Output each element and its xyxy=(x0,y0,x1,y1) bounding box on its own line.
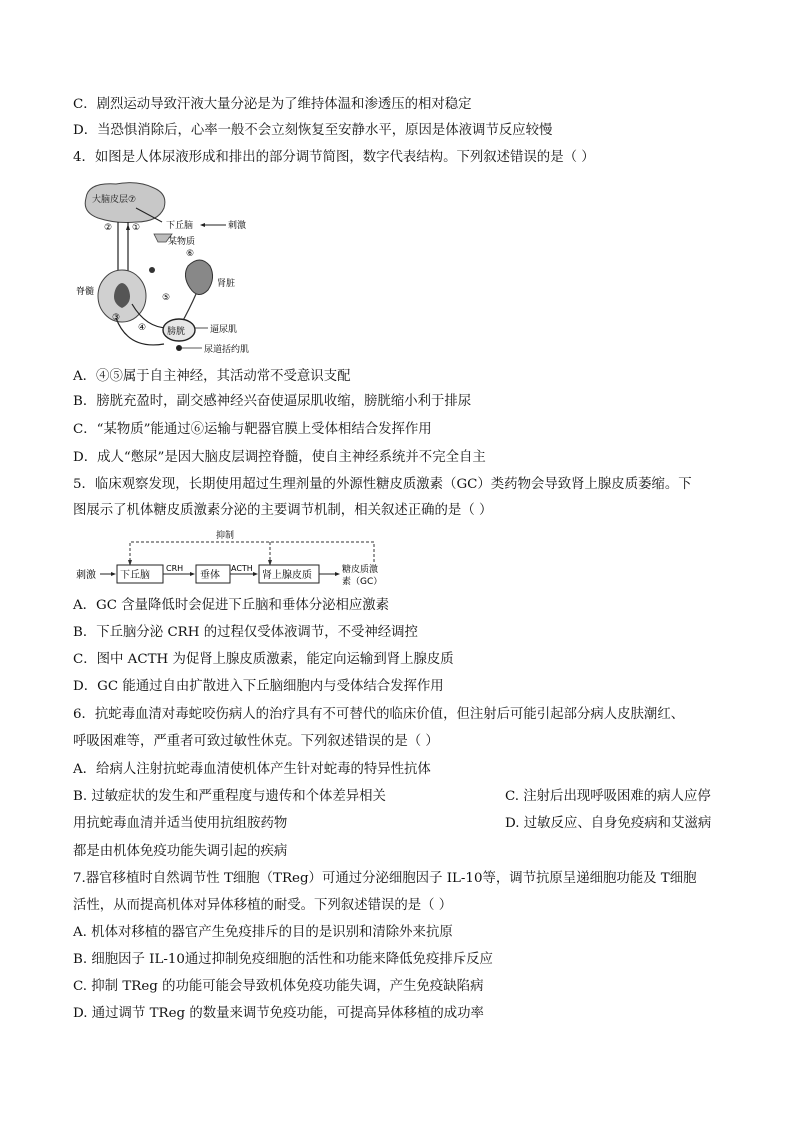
spinal-label: 脊髓 xyxy=(76,287,95,297)
q4-option-d: D．成人“憋尿”是因大脑皮层调控脊髓，使自主神经系统并不完全自主 xyxy=(73,450,486,465)
q3-option-c: C．剧烈运动导致汗液大量分泌是为了维持体温和渗透压的相对稳定 xyxy=(73,97,472,112)
q3-option-d: D．当恐惧消除后，心率一般不会立刻恢复至安静水平，原因是体液调节反应较慢 xyxy=(73,123,553,138)
q5-option-b: B．下丘脑分泌 CRH 的过程仅受体液调节，不受神经调控 xyxy=(73,625,418,640)
q5-option-a: A．GC 含量降低时会促进下丘脑和垂体分泌相应激素 xyxy=(73,598,390,613)
q6-option-c-part2: 用抗蛇毒血清并适当使用抗组胺药物 xyxy=(73,816,288,831)
gc-label-2: 素（GC） xyxy=(342,577,383,587)
q4-stem: 4．如图是人体尿液形成和排出的部分调节简图，数字代表结构。下列叙述错误的是（ ） xyxy=(73,150,595,165)
cortex-label: 大脑皮层⑦ xyxy=(92,195,137,205)
q7-option-b: B. 细胞因子 IL-10通过抑制免疫细胞的活性和功能来降低免疫排斥反应 xyxy=(73,952,493,967)
number-6: ⑥ xyxy=(186,249,195,259)
q5-option-c: C．图中 ACTH 为促肾上腺皮质激素，能定向运输到肾上腺皮质 xyxy=(73,652,454,667)
gc-regulation-diagram xyxy=(76,528,396,590)
gc-label-1: 糖皮质激 xyxy=(342,565,379,575)
q4-option-b: B．膀胱充盈时，副交感神经兴奋使逼尿肌收缩，膀胱缩小利于排尿 xyxy=(73,394,472,409)
q7-stem-line2: 活性，从而提高机体对异体移植的耐受。下列叙述错误的是（ ） xyxy=(73,898,453,913)
q6-option-a: A．给病人注射抗蛇毒血清使机体产生针对蛇毒的特异性抗体 xyxy=(73,762,431,777)
q4-option-a: A．④⑤属于自主神经，其活动常不受意识支配 xyxy=(73,369,351,384)
urination-regulation-diagram xyxy=(76,178,276,358)
acth-label: ACTH xyxy=(231,564,253,573)
number-4: ④ xyxy=(138,323,147,333)
crh-label: CRH xyxy=(166,564,184,573)
q4-option-c: C．“某物质”能通过⑥运输与靶器官膜上受体相结合发挥作用 xyxy=(73,422,432,437)
adrenal-box: 肾上腺皮质 xyxy=(262,570,312,581)
sphincter-label: 尿道括约肌 xyxy=(204,345,250,355)
q7-option-d: D. 通过调节 TReg 的数量来调节免疫功能，可提高异体移植的成功率 xyxy=(73,1006,484,1021)
number-5: ⑤ xyxy=(162,293,171,303)
substance-label: 某物质 xyxy=(168,237,196,247)
q6-option-d-part1: D. 过敏反应、自身免疫病和艾滋病 xyxy=(505,816,712,831)
q7-option-c: C. 抑制 TReg 的功能可能会导致机体免疫功能失调，产生免疫缺陷病 xyxy=(73,979,484,994)
stimulus-label: 刺激 xyxy=(76,570,96,581)
number-3: ③ xyxy=(112,313,121,323)
detrusor-label: 逼尿肌 xyxy=(210,325,238,335)
q5-stem-line2: 图展示了机体糖皮质激素分泌的主要调节机制，相关叙述正确的是（ ） xyxy=(73,503,493,518)
q6-option-d-part2: 都是由机体免疫功能失调引起的疾病 xyxy=(73,844,288,859)
hypothalamus-label: 下丘脑 xyxy=(166,221,194,231)
kidney-label: 肾脏 xyxy=(217,279,236,289)
q7-option-a: A. 机体对移植的器官产生免疫排斥的目的是识别和清除外来抗原 xyxy=(73,925,453,940)
stimulus-label: 刺激 xyxy=(228,221,247,231)
q6-stem-line2: 呼吸困难等，严重者可致过敏性休克。下列叙述错误的是（ ） xyxy=(73,734,439,749)
number-2: ② xyxy=(104,223,113,233)
inhibit-label: 抑制 xyxy=(216,531,235,541)
q6-option-c-part1: C. 注射后出现呼吸困难的病人应停 xyxy=(505,789,711,804)
q5-stem-line1: 5．临床观察发现，长期使用超过生理剂量的外源性糖皮质激素（GC）类药物会导致肾上腺皮质萎缩。下 xyxy=(73,477,692,492)
bladder-label: 膀胱 xyxy=(167,327,186,337)
q6-stem-line1: 6．抗蛇毒血清对毒蛇咬伤病人的治疗具有不可替代的临床价值，但注射后可能引起部分病人皮肤潮红、 xyxy=(73,707,685,722)
number-1: ① xyxy=(132,223,141,233)
q6-option-b: B. 过敏症状的发生和严重程度与遗传和个体差异相关 xyxy=(73,789,386,804)
hypothalamus-box: 下丘脑 xyxy=(120,570,150,581)
q7-stem-line1: 7.器官移植时自然调节性 T细胞（TReg）可通过分泌细胞因子 IL-10等，调节抗原呈递细胞功能及 T细胞 xyxy=(73,871,697,886)
pituitary-box: 垂体 xyxy=(200,570,220,581)
q5-option-d: D．GC 能通过自由扩散进入下丘脑细胞内与受体结合发挥作用 xyxy=(73,679,444,694)
